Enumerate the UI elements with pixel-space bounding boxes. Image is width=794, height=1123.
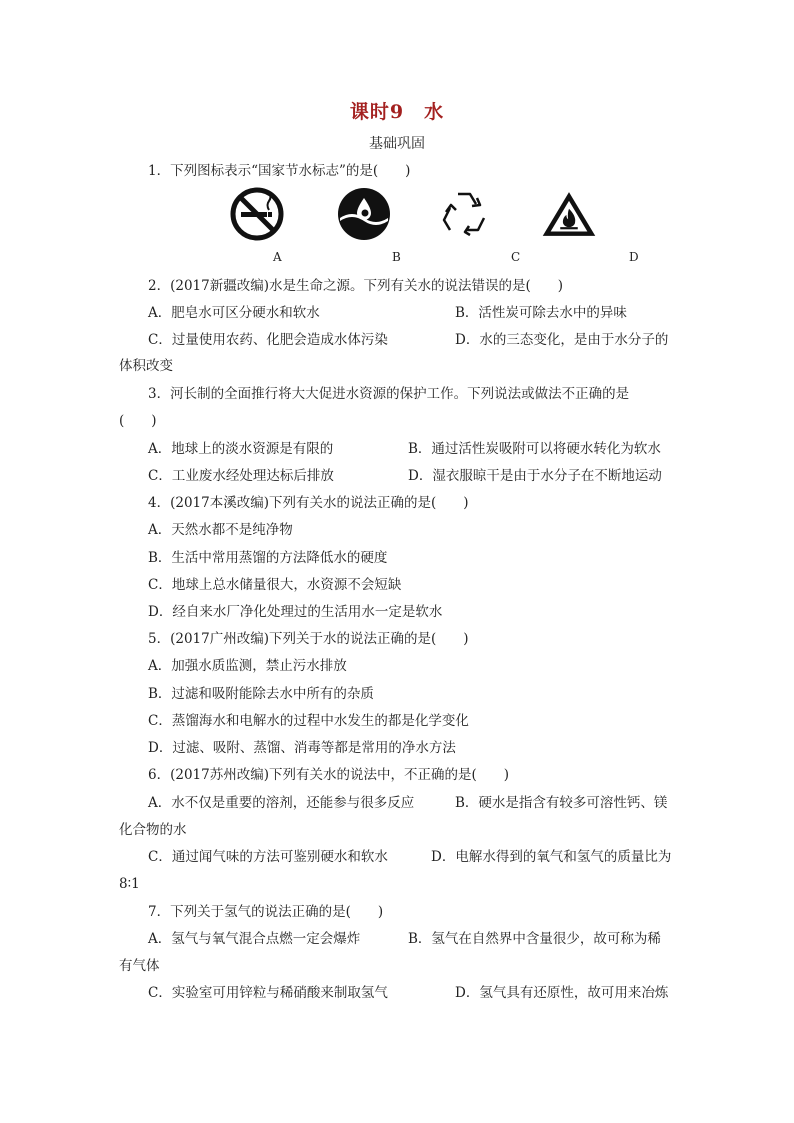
- water-saving-logo-icon: [336, 186, 392, 242]
- q6-option-b: B．硬水是指含有较多可溶性钙、镁: [455, 795, 668, 811]
- no-smoking-sign-icon: [229, 186, 285, 242]
- q4-option-d: D．经自来水厂净化处理过的生活用水一定是软水: [148, 604, 443, 620]
- q1-label-b: B: [392, 250, 401, 264]
- q6-option-c: C．通过闻气味的方法可鉴别硬水和软水: [148, 849, 388, 865]
- q1-icon-row: [0, 186, 794, 246]
- q5-option-a: A．加强水质监测，禁止污水排放: [148, 658, 347, 674]
- q6-option-b-continued: 化合物的水: [119, 822, 187, 838]
- q2-option-d: D．水的三态变化，是由于水分子的: [455, 332, 669, 348]
- q6-option-d-continued: 8∶1: [119, 876, 140, 892]
- q1-stem: 1．下列图标表示“国家节水标志”的是( ): [148, 163, 411, 179]
- q7-option-d: D．氢气具有还原性，故可用来冶炼: [455, 985, 669, 1001]
- q1-label-c: C: [511, 250, 521, 264]
- q5-stem: 5．(2017广州改编)下列关于水的说法正确的是( ): [148, 631, 469, 647]
- q6-option-d: D．电解水得到的氧气和氢气的质量比为: [431, 849, 672, 865]
- q1-label-d: D: [629, 250, 639, 264]
- q6-stem: 6．(2017苏州改编)下列有关水的说法中，不正确的是( ): [148, 767, 510, 783]
- q3-stem-continued: ( ): [119, 413, 157, 429]
- flammable-warning-icon: [541, 186, 597, 242]
- q2-option-c: C．过量使用农药、化肥会造成水体污染: [148, 332, 388, 348]
- q7-option-c: C．实验室可用锌粒与稀硝酸来制取氢气: [148, 985, 388, 1001]
- q2-stem: 2．(2017新疆改编)水是生命之源。下列有关水的说法错误的是( ): [148, 278, 564, 294]
- q4-option-a: A．天然水都不是纯净物: [148, 522, 293, 538]
- q7-option-b: B．氢气在自然界中含量很少，故可称为稀: [408, 931, 661, 947]
- q3-option-b: B．通过活性炭吸附可以将硬水转化为软水: [408, 441, 661, 457]
- q6-option-a: A．水不仅是重要的溶剂，还能参与很多反应: [148, 795, 415, 811]
- q5-option-d: D．过滤、吸附、蒸馏、消毒等都是常用的净水方法: [148, 740, 456, 756]
- q2-option-d-continued: 体积改变: [119, 358, 173, 374]
- q3-stem: 3．河长制的全面推行将大大促进水资源的保护工作。下列说法或做法不正确的是: [148, 386, 630, 402]
- section-heading: 基础巩固: [369, 136, 425, 152]
- q5-option-b: B．过滤和吸附能除去水中所有的杂质: [148, 686, 374, 702]
- q4-option-b: B．生活中常用蒸馏的方法降低水的硬度: [148, 550, 388, 566]
- q3-option-d: D．湿衣服晾干是由于水分子在不断地运动: [408, 468, 662, 484]
- q7-option-a: A．氢气与氧气混合点燃一定会爆炸: [148, 931, 361, 947]
- lesson-title: 课时9 水: [349, 101, 445, 123]
- q5-option-c: C．蒸馏海水和电解水的过程中水发生的都是化学变化: [148, 713, 469, 729]
- q7-option-b-continued: 有气体: [119, 958, 160, 974]
- q4-option-c: C．地球上总水储量很大，水资源不会短缺: [148, 577, 402, 593]
- q7-stem: 7．下列关于氢气的说法正确的是( ): [148, 904, 384, 920]
- q4-stem: 4．(2017本溪改编)下列有关水的说法正确的是( ): [148, 495, 469, 511]
- q3-option-c: C．工业废水经处理达标后排放: [148, 468, 334, 484]
- q2-option-b: B．活性炭可除去水中的异味: [455, 305, 627, 321]
- q1-label-a: A: [273, 250, 282, 264]
- q2-option-a: A．肥皂水可区分硬水和软水: [148, 305, 320, 321]
- recycle-icon: [436, 186, 492, 242]
- q3-option-a: A．地球上的淡水资源是有限的: [148, 441, 334, 457]
